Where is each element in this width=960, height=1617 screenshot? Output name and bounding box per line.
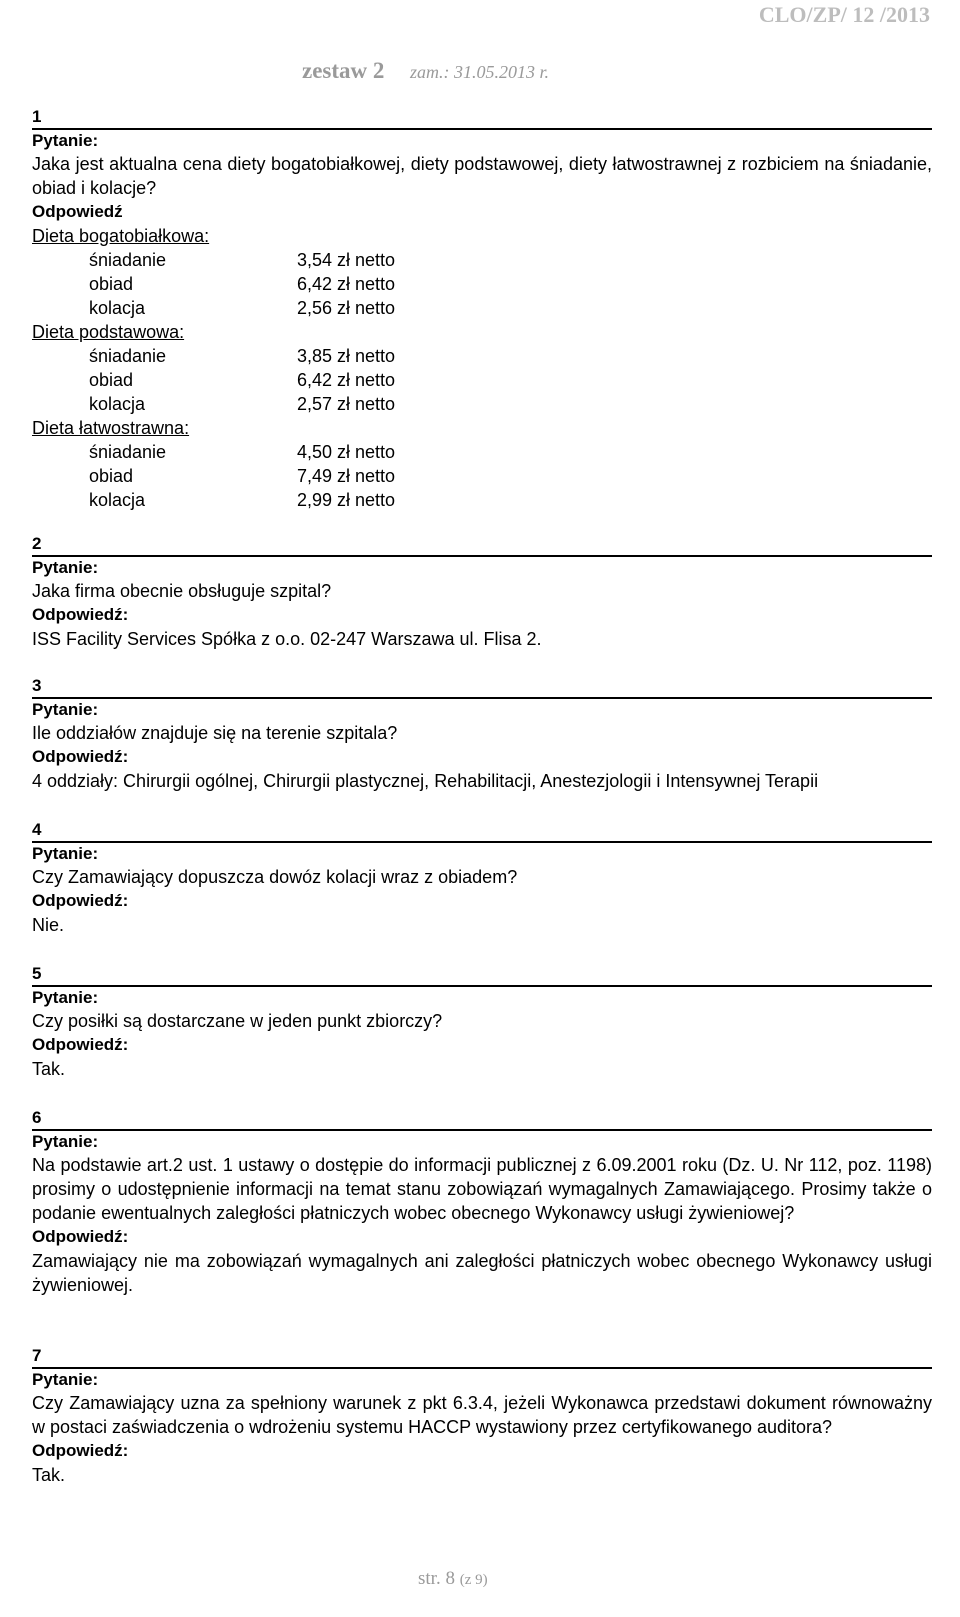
question-label: Pytanie:: [32, 697, 932, 721]
question-text: Jaka firma obecnie obsługuje szpital?: [32, 581, 332, 601]
meal-price: 3,85 zł netto: [297, 346, 396, 366]
meal-row: [32, 272, 932, 296]
answer-label: Odpowiedź:: [32, 1227, 129, 1246]
question-text: Czy Zamawiający uzna za spełniony warunek z pkt 6.3.4, jeżeli Wykonawca przedstawi dokument równoważny w postaci zaświadczenia o wdrożeniu systemu HACCP wystawiony przez certyfikowanego auditora?: [32, 1393, 932, 1437]
meal-price: 7,49 zł netto: [297, 466, 396, 486]
answer-text: Tak.: [32, 1465, 66, 1485]
answer-text: 4 oddziały: Chirurgii ogólnej, Chirurgii plastycznej, Rehabilitacji, Anestezjologii i Intensywnej Terapii: [32, 771, 819, 791]
answer-text: Tak.: [32, 1059, 66, 1079]
question-label: Pytanie:: [32, 555, 932, 579]
meal-name: obiad: [89, 274, 134, 294]
diet-name: Dieta łatwostrawna:: [32, 418, 190, 438]
question-6: [32, 1107, 932, 1297]
meal-row: [32, 248, 932, 272]
question-1: [32, 106, 932, 512]
question-number: 1: [32, 107, 42, 126]
order-date: zam.: 31.05.2013 r.: [410, 62, 550, 82]
answer-text: Nie.: [32, 915, 65, 935]
question-7: [32, 1345, 932, 1487]
meal-row: [32, 464, 932, 488]
meal-row: [32, 296, 932, 320]
meal-name: obiad: [89, 466, 134, 486]
question-4: [32, 819, 932, 937]
question-label: Pytanie:: [32, 1367, 932, 1391]
meal-row: [32, 344, 932, 368]
meal-row: [32, 440, 932, 464]
question-label: Pytanie:: [32, 841, 932, 865]
meal-name: kolacja: [89, 298, 146, 318]
question-number: 4: [32, 820, 42, 839]
meal-price: 3,54 zł netto: [297, 250, 396, 270]
question-text: Jaka jest aktualna cena diety bogatobiałkowej, diety podstawowej, diety łatwostrawnej z rozbiciem na śniadanie, obiad i kolacje?: [32, 154, 932, 198]
meal-name: kolacja: [89, 490, 146, 510]
question-text: Czy posiłki są dostarczane w jeden punkt zbiorczy?: [32, 1011, 443, 1031]
meal-name: śniadanie: [89, 346, 167, 366]
meal-name: obiad: [89, 370, 134, 390]
question-label: Pytanie:: [32, 985, 932, 1009]
meal-name: śniadanie: [89, 250, 167, 270]
meal-price: 6,42 zł netto: [297, 274, 396, 294]
question-label: Pytanie:: [32, 1129, 932, 1153]
meal-price: 2,99 zł netto: [297, 490, 396, 510]
meal-name: kolacja: [89, 394, 146, 414]
page-total: (z 9): [459, 1572, 488, 1588]
answer-label: Odpowiedź:: [32, 891, 129, 910]
meal-price: 2,57 zł netto: [297, 394, 396, 414]
answer-label: Odpowiedź:: [32, 605, 129, 624]
question-text: Na podstawie art.2 ust. 1 ustawy o dostępie do informacji publicznej z 6.09.2001 roku (Dz. U. Nr 112, poz. 1198) prosimy o udostępnienie informacji na temat stanu zobowiązań wymagalnych Zamawiającego. Prosimy także o podanie ewentualnych zaległości płatniczych wobec obecnego Wykonawcy usługi żywieniowej?: [32, 1155, 932, 1223]
question-number: 5: [32, 964, 42, 983]
question-number: 3: [32, 676, 42, 695]
page-footer: [418, 1568, 488, 1590]
question-label: Pytanie:: [32, 128, 932, 152]
meal-row: [32, 488, 932, 512]
question-text: Ile oddziałów znajduje się na terenie szpitala?: [32, 723, 398, 743]
document-reference: CLO/ZP/ 12 /2013: [758, 2, 930, 27]
answer-label: Odpowiedź:: [32, 1035, 129, 1054]
meal-price: 6,42 zł netto: [297, 370, 396, 390]
diet-price-list: [32, 224, 932, 512]
question-number: 6: [32, 1108, 42, 1127]
answer-text: ISS Facility Services Spółka z o.o. 02-247 Warszawa ul. Flisa 2.: [32, 629, 542, 649]
page-number: str. 8: [418, 1568, 455, 1589]
diet-name: Dieta bogatobiałkowa:: [32, 226, 210, 246]
meal-price: 2,56 zł netto: [297, 298, 396, 318]
question-2: [32, 533, 932, 651]
meal-row: [32, 368, 932, 392]
answer-text: Zamawiający nie ma zobowiązań wymagalnych ani zaległości płatniczych wobec obecnego Wykonawcy usługi żywieniowej.: [32, 1251, 932, 1295]
diet-name: Dieta podstawowa:: [32, 322, 185, 342]
question-number: 7: [32, 1346, 42, 1365]
question-number: 2: [32, 534, 42, 553]
question-text: Czy Zamawiający dopuszcza dowóz kolacji wraz z obiadem?: [32, 867, 518, 887]
answer-label: Odpowiedź:: [32, 747, 129, 766]
meal-price: 4,50 zł netto: [297, 442, 396, 462]
question-5: [32, 963, 932, 1081]
set-number: zestaw 2: [302, 58, 385, 83]
meal-name: śniadanie: [89, 442, 167, 462]
meal-row: [32, 392, 932, 416]
answer-label: Odpowiedź:: [32, 1441, 129, 1460]
answer-label: Odpowiedź: [32, 202, 123, 221]
question-3: [32, 675, 932, 793]
